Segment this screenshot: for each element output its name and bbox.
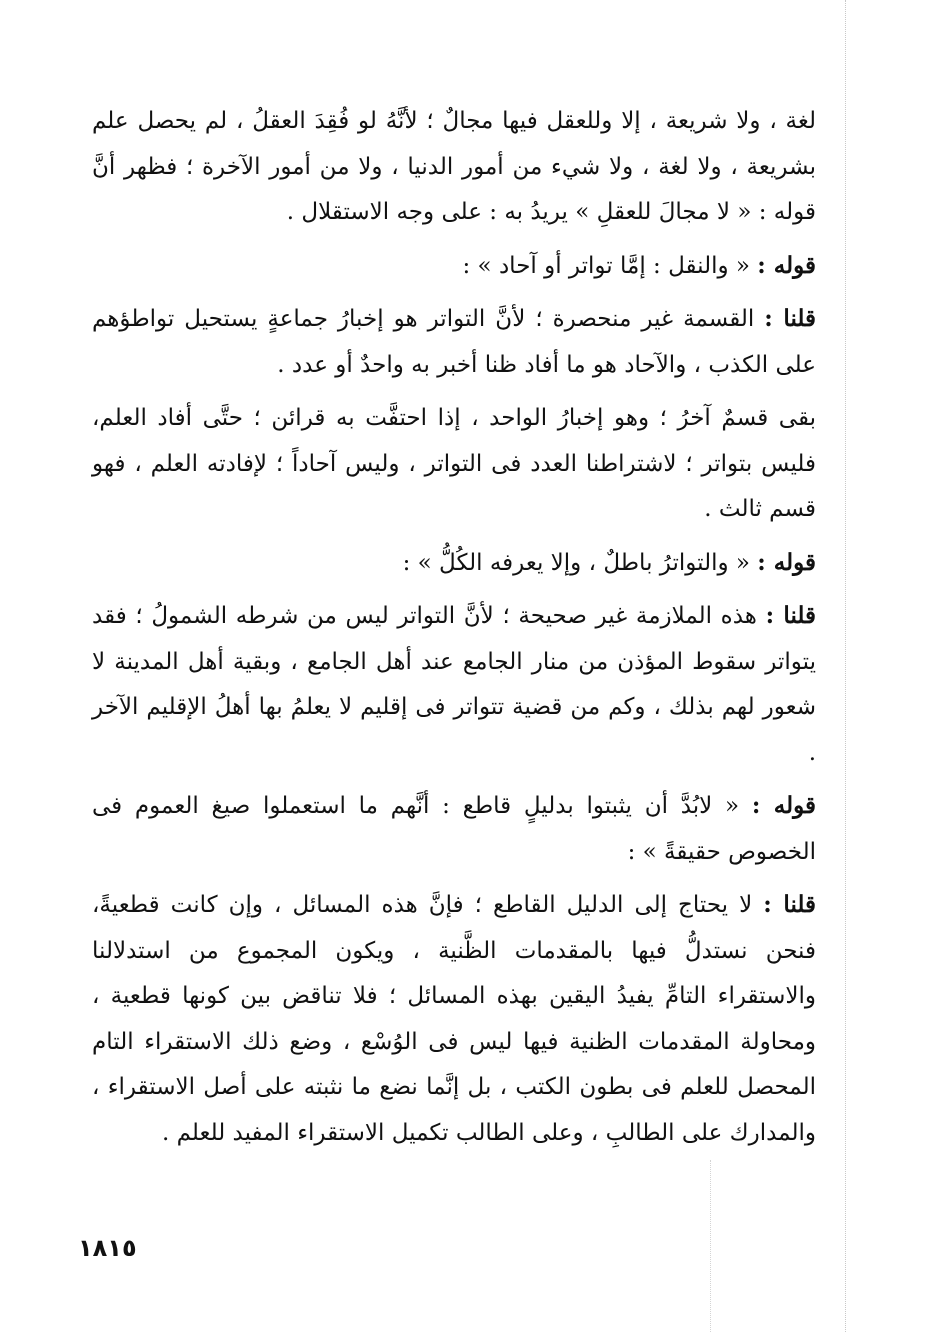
paragraph <box>92 593 816 776</box>
paragraph-lead: قلنا : <box>765 602 816 629</box>
page-number: ١٨١٥ <box>78 1234 137 1262</box>
paragraph <box>92 296 816 388</box>
paragraph-text: لغة ، ولا شريعة ، إلا وللعقل فيها مجالٌ ؛ لأنَّهُ لو فُقِدَ العقلُ ، لم يحصل علم بشريعة ، ولا لغة ، ولا شيء من أمور الدنيا ، ولا من أمور الآخرة ؛ فظهر أنَّ قوله : « لا مجالَ للعقلِ » يريدُ به : على وجه الاستقلال . <box>92 108 816 225</box>
paragraph-text: هذه الملازمة غير صحيحة ؛ لأنَّ التواتر ليس من شرطه الشمولُ ؛ فقد يتواتر سقوط المؤذن من منار الجامع عند أهل الجامع ، وبقية أهل المدينة لا شعور لهم بذلك ، وكم من قضية تتواتر فى إقليم لا يعلمُ بها أهلُ الإقليم الآخر . <box>92 603 816 766</box>
paragraph-text: « لابُدَّ أن يثبتوا بدليلٍ قاطع : أنَّهم ما استعملوا صيغ العموم فى الخصوص حقيقةً » : <box>92 793 816 865</box>
body-text <box>92 98 816 1163</box>
paragraph-lead: قلنا : <box>763 891 816 918</box>
paragraph <box>92 243 816 290</box>
paragraph <box>92 98 816 236</box>
paragraph <box>92 783 816 875</box>
paragraph <box>92 540 816 587</box>
paragraph-text: لا يحتاج إلى الدليل القاطع ؛ فإنَّ هذه المسائل ، وإن كانت قطعيةً، فنحن نستدلُّ فيها بالمقدمات الظَّنية ، ويكون المجموع من استدلالنا والاستقراء التامِّ يفيدُ اليقين بهذه المسائل ؛ فلا تناقض بين كونها قطعية ، ومحاولة المقدمات الظنية فيها ليس فى الوُسْع ، وضع ذلك الاستقراء التام المحصل للعلم فى بطون الكتب ، بل إنَّما نضع ما نثبته على أصل الاستقراء ، والمدارك على الطالبِ ، وعلى الطالب تكميل الاستقراء المفيد للعلم . <box>92 892 816 1146</box>
paragraph-lead: قوله : <box>751 792 816 819</box>
paragraph-text: « والنقل : إمَّا تواتر أو آحاد » : <box>462 252 758 279</box>
paragraph-lead: قوله : <box>757 548 816 576</box>
paragraph-lead: قوله : <box>757 251 816 279</box>
paragraph-text: « والتواترُ باطلٌ ، وإلا يعرفه الكُلُّ » : <box>402 549 758 576</box>
scan-artifact-line <box>845 0 846 1332</box>
scan-artifact-line-lower <box>710 1160 711 1332</box>
paragraph <box>92 882 816 1156</box>
paragraph-lead: قلنا : <box>764 305 816 332</box>
paragraph <box>92 395 816 533</box>
paragraph-text: القسمة غير منحصرة ؛ لأنَّ التواتر هو إخبارُ جماعةٍ يستحيل تواطؤهم على الكذب ، والآحاد هو ما أفاد ظنا أخبر به واحدٌ أو عدد . <box>92 306 816 378</box>
paragraph-text: بقى قسمٌ آخرُ ؛ وهو إخبارُ الواحد ، إذا احتفَّت به قرائن ؛ حتَّى أفاد العلم، فليس بتواتر ؛ لاشتراطنا العدد فى التواتر ، وليس آحاداً ؛ لإفادته العلم ، فهو قسم ثالث . <box>92 405 816 522</box>
